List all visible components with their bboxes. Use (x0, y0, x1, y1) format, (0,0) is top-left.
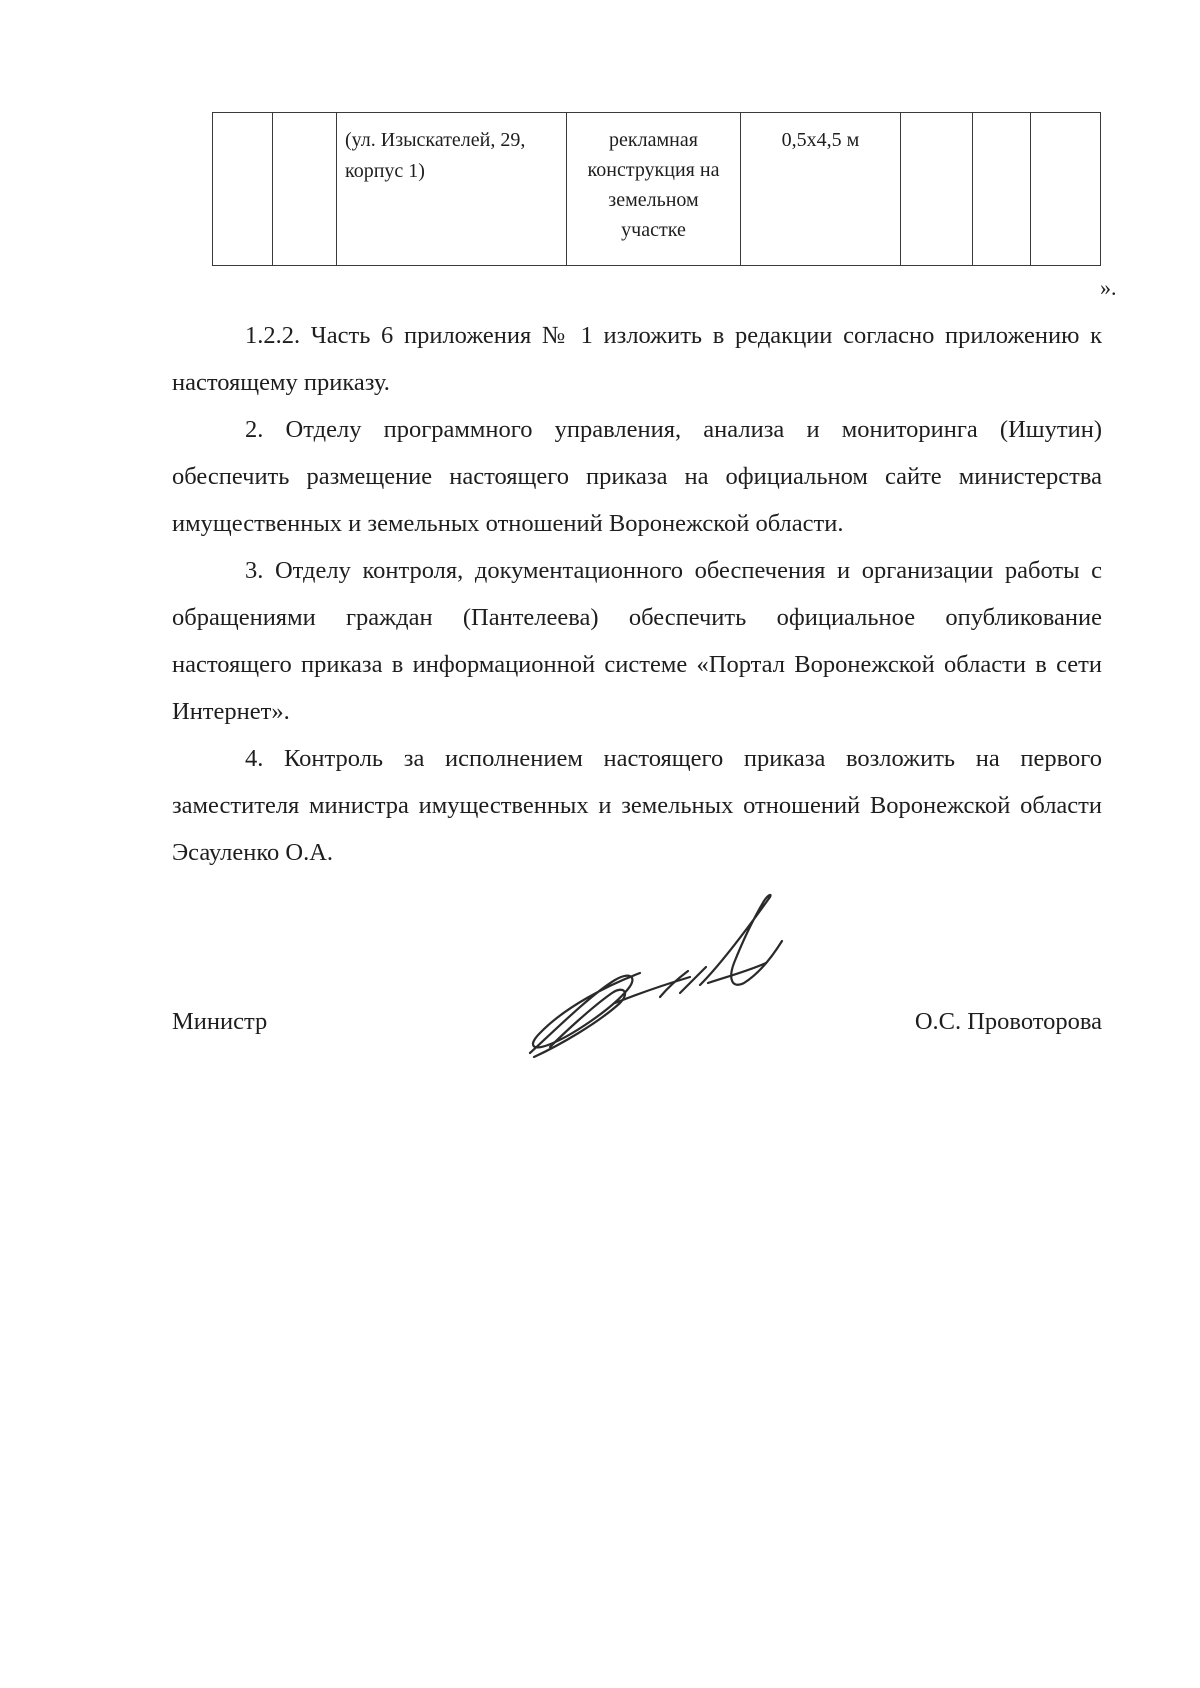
table-cell-construction-type: рекламная конструкция на земельном участке (567, 113, 741, 266)
document-body (172, 312, 1102, 876)
closing-quote: ». (1100, 275, 1117, 300)
table-row (213, 113, 1101, 266)
paragraph-1-2-2: 1.2.2. Часть 6 приложения № 1 изложить в редакции согласно приложению к настоящему приказу. (172, 322, 1102, 396)
table-cell-empty (973, 113, 1031, 266)
table-cell-empty (901, 113, 973, 266)
table-cell-address: (ул. Изыскателей, 29, корпус 1) (337, 113, 567, 266)
paragraph-3: 3. Отделу контроля, документационного обеспечения и организации работы с обращениями граждан (Пантелеева) обеспечить официальное опубликование настоящего приказа в информационной системе «Портал Воронежской области в сети Интернет». (172, 557, 1102, 725)
signer-title: Министр (172, 1008, 268, 1035)
table-fragment (212, 112, 1101, 266)
table-cell-size: 0,5х4,5 м (741, 113, 901, 266)
signature-block (172, 1005, 1102, 1039)
paragraph-4: 4. Контроль за исполнением настоящего приказа возложить на первого заместителя министра имущественных и земельных отношений Воронежской области Эсауленко О.А. (172, 745, 1102, 866)
table-cell-empty (273, 113, 337, 266)
paragraph-2: 2. Отделу программного управления, анализа и мониторинга (Ишутин) обеспечить размещение настоящего приказа на официальном сайте министерства имущественных и земельных отношений Воронежской области. (172, 416, 1102, 537)
table-cell-empty (213, 113, 273, 266)
signer-name: О.С. Провоторова (914, 1008, 1102, 1035)
table-cell-empty (1031, 113, 1101, 266)
